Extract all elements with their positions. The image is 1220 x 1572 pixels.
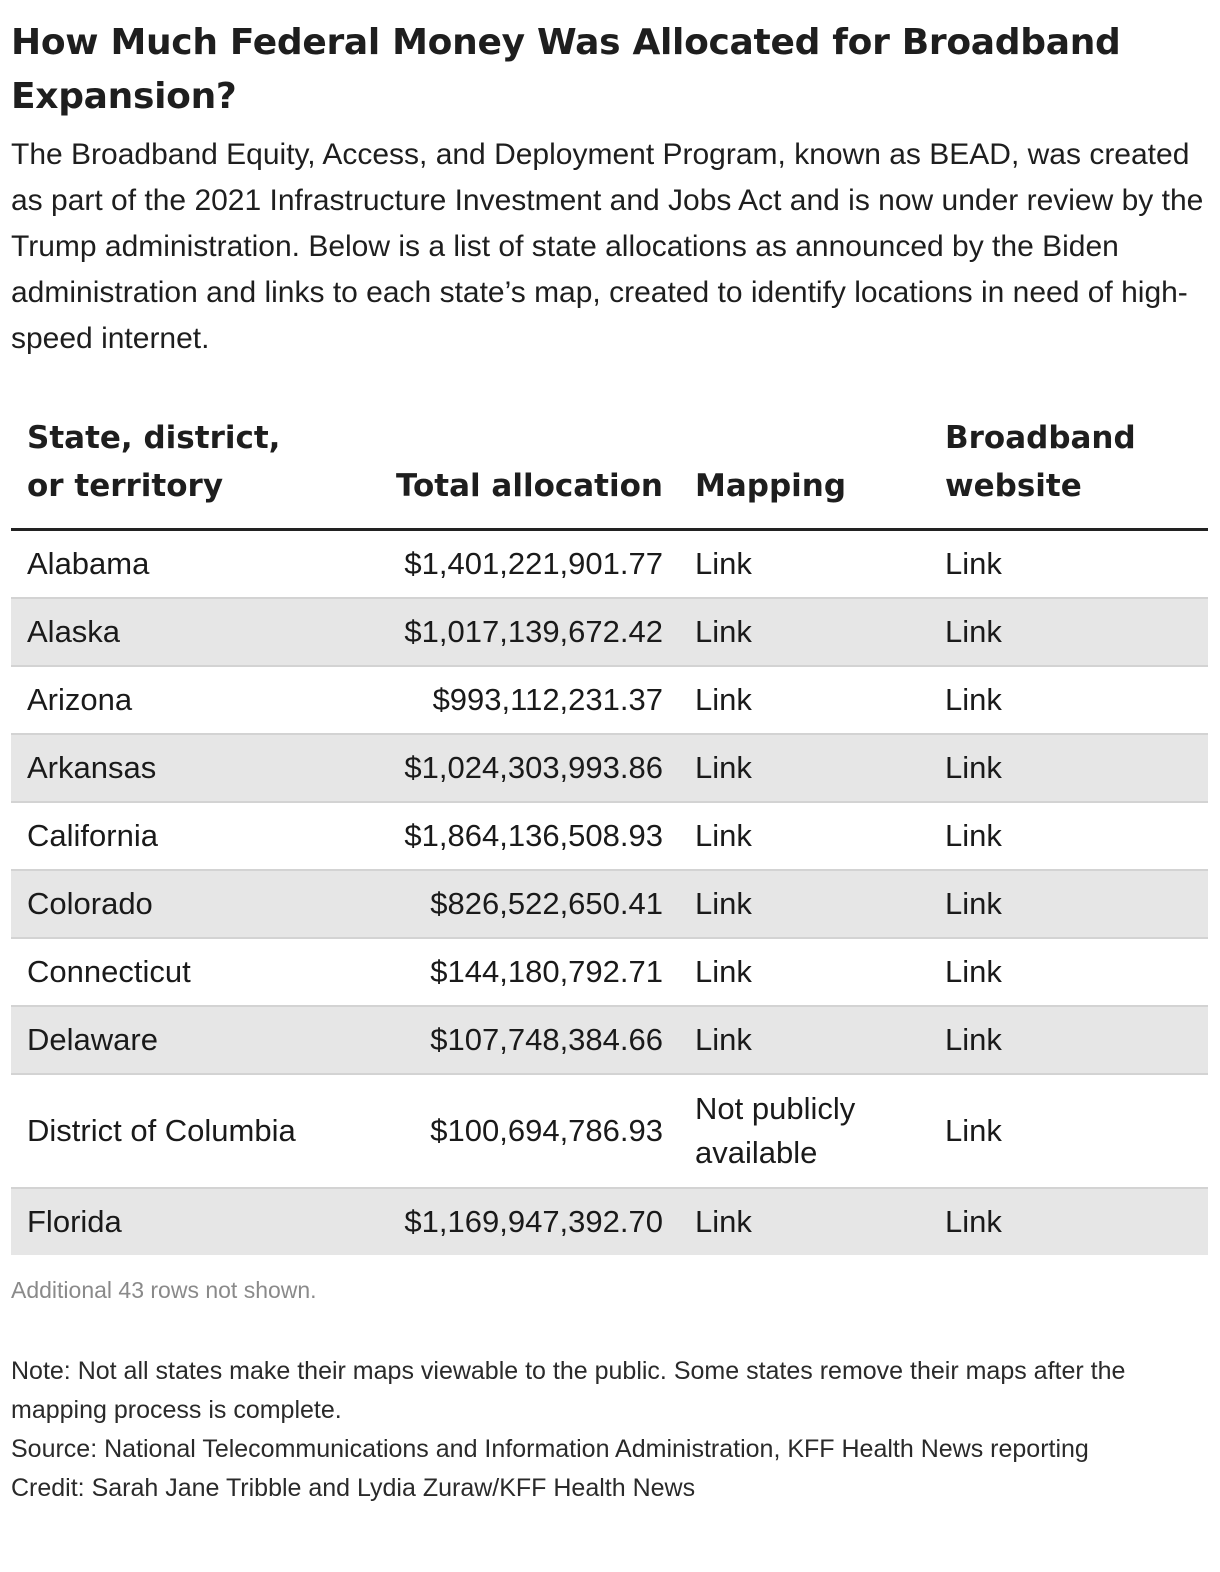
note-text: Note: Not all states make their maps viewable to the public. Some states remove their maps after the mapping process is complete. xyxy=(11,1357,1126,1424)
header-total[interactable] xyxy=(317,414,679,530)
website-link[interactable]: Link xyxy=(929,530,1208,599)
state-cell: Connecticut xyxy=(11,938,317,1006)
state-cell: Delaware xyxy=(11,1006,317,1074)
table-row xyxy=(11,666,1208,734)
table-row xyxy=(11,530,1208,599)
table-row xyxy=(11,802,1208,870)
table-row xyxy=(11,1074,1208,1188)
mapping-link[interactable]: Link xyxy=(679,938,929,1006)
mapping-link[interactable]: Link xyxy=(679,666,929,734)
table-row xyxy=(11,1006,1208,1074)
total-cell: $144,180,792.71 xyxy=(317,938,679,1006)
website-link[interactable]: Link xyxy=(929,802,1208,870)
website-link[interactable]: Link xyxy=(929,1074,1208,1188)
state-cell: Colorado xyxy=(11,870,317,938)
website-link[interactable]: Link xyxy=(929,870,1208,938)
header-state[interactable] xyxy=(11,414,317,530)
total-cell: $107,748,384.66 xyxy=(317,1006,679,1074)
credit-text: Credit: Sarah Jane Tribble and Lydia Zuraw/KFF Health News xyxy=(11,1474,696,1502)
mapping-link[interactable]: Link xyxy=(679,1188,929,1255)
mapping-link[interactable]: Link xyxy=(679,1006,929,1074)
total-cell: $1,017,139,672.42 xyxy=(317,598,679,666)
state-cell: District of Columbia xyxy=(11,1074,317,1188)
header-website[interactable] xyxy=(929,414,1208,530)
mapping-link[interactable]: Link xyxy=(679,802,929,870)
header-mapping[interactable] xyxy=(679,414,929,530)
state-cell: California xyxy=(11,802,317,870)
state-cell: Alaska xyxy=(11,598,317,666)
table-row xyxy=(11,1188,1208,1255)
table-row xyxy=(11,870,1208,938)
mapping-link[interactable]: Link xyxy=(679,530,929,599)
table-row xyxy=(11,938,1208,1006)
website-link[interactable]: Link xyxy=(929,734,1208,802)
allocation-table xyxy=(11,414,1208,1255)
mapping-link[interactable]: Link xyxy=(679,870,929,938)
description: The Broadband Equity, Access, and Deployment Program, known as BEAD, was created as part of the 2021 Infrastructure Investment and Jobs Act and is now under review by the Trump administration. Below is a list of state allocations as announced by the Biden administration and links to each state’s map, created to identify locations in need of high-speed internet. xyxy=(11,138,1204,355)
header-state-label: State, district, or territory xyxy=(27,420,281,504)
state-cell: Florida xyxy=(11,1188,317,1255)
total-cell: $1,401,221,901.77 xyxy=(317,530,679,599)
state-cell: Alabama xyxy=(11,530,317,599)
total-cell: $100,694,786.93 xyxy=(317,1074,679,1188)
footnotes xyxy=(11,1352,1208,1508)
website-link[interactable]: Link xyxy=(929,938,1208,1006)
mapping-link[interactable]: Link xyxy=(679,598,929,666)
header-website-label: Broadband website xyxy=(945,420,1136,504)
total-cell: $1,169,947,392.70 xyxy=(317,1188,679,1255)
total-cell: $826,522,650.41 xyxy=(317,870,679,938)
website-link[interactable]: Link xyxy=(929,666,1208,734)
total-cell: $1,024,303,993.86 xyxy=(317,734,679,802)
header-total-label: Total allocation xyxy=(395,468,663,504)
website-link[interactable]: Link xyxy=(929,598,1208,666)
table-row xyxy=(11,734,1208,802)
table-header-row xyxy=(11,414,1208,530)
header-mapping-label: Mapping xyxy=(695,468,847,504)
more-rows-note: Additional 43 rows not shown. xyxy=(11,1277,317,1303)
page-title: How Much Federal Money Was Allocated for Broadband Expansion? xyxy=(11,22,1121,117)
mapping-link[interactable]: Link xyxy=(679,734,929,802)
state-cell: Arizona xyxy=(11,666,317,734)
total-cell: $1,864,136,508.93 xyxy=(317,802,679,870)
website-link[interactable]: Link xyxy=(929,1006,1208,1074)
website-link[interactable]: Link xyxy=(929,1188,1208,1255)
source-text: Source: National Telecommunications and Information Administration, KFF Health News reporting xyxy=(11,1435,1089,1463)
table-row xyxy=(11,598,1208,666)
mapping-status: Not publicly available xyxy=(679,1074,929,1188)
state-cell: Arkansas xyxy=(11,734,317,802)
total-cell: $993,112,231.37 xyxy=(317,666,679,734)
